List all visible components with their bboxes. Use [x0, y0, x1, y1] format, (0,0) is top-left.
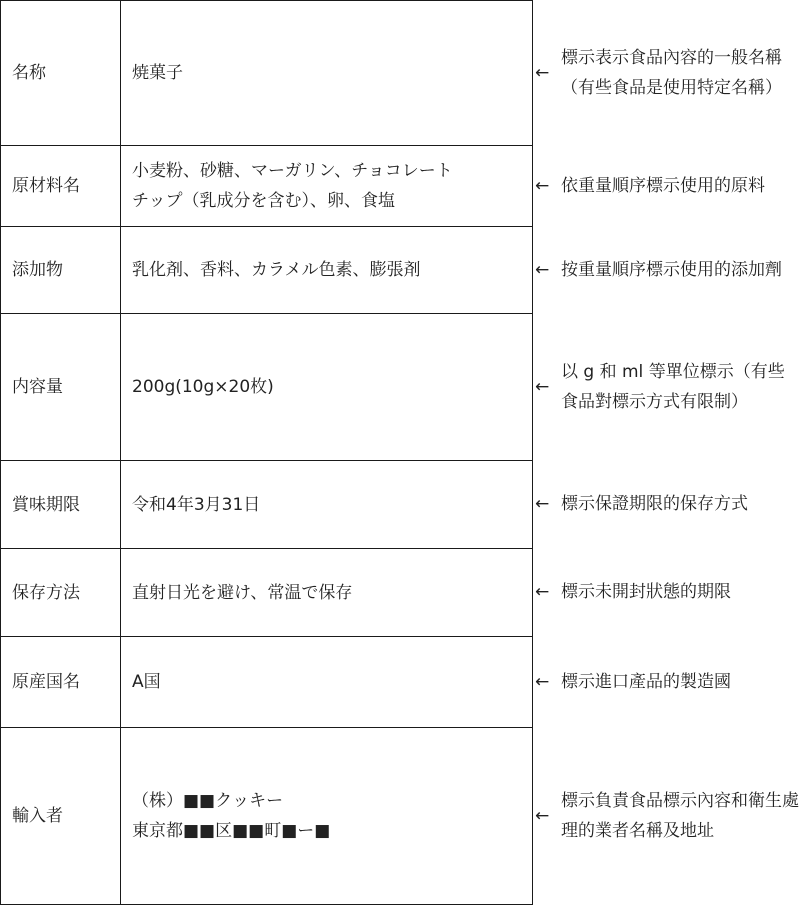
left-arrow-icon: ← — [535, 376, 550, 397]
left-arrow-icon: ← — [535, 671, 550, 692]
left-arrow-icon: ← — [535, 62, 550, 83]
annotation-origin — [534, 636, 803, 727]
left-arrow-icon: ← — [535, 259, 550, 280]
row-importer — [1, 728, 533, 905]
annotation-additives — [534, 226, 803, 313]
left-arrow-icon: ← — [535, 582, 550, 602]
annotation-text: 標示保證期限的保存方式 — [561, 494, 748, 514]
row-label: 輸入者 — [1, 728, 121, 905]
row-value — [121, 1, 533, 146]
annotation-text: 標示未開封狀態的期限 — [561, 582, 731, 602]
annotation-text: 標示表示食品內容的一般名稱（有些食品是使用特定名稱） — [561, 47, 782, 98]
row-label: 内容量 — [1, 314, 121, 461]
row-value — [121, 146, 533, 227]
row-label: 賞味期限 — [1, 461, 121, 549]
left-arrow-icon: ← — [535, 494, 550, 514]
row-value — [121, 314, 533, 461]
annotation-best-before — [534, 460, 803, 548]
row-label: 名称 — [1, 1, 121, 146]
row-storage — [1, 549, 533, 637]
row-value — [121, 227, 533, 314]
row-value — [121, 728, 533, 905]
left-arrow-icon: ← — [535, 805, 550, 826]
annotation-net-content — [534, 313, 803, 460]
row-additives — [1, 227, 533, 314]
left-arrow-icon: ← — [535, 175, 550, 196]
value-line: A国 — [132, 672, 161, 692]
value-line: 令和4年3月31日 — [132, 494, 261, 515]
row-name — [1, 1, 533, 146]
value-line: 乳化剤、香料、カラメル色素、膨張剤 — [132, 260, 421, 280]
annotation-name — [534, 0, 803, 145]
row-value — [121, 637, 533, 728]
row-best-before — [1, 461, 533, 549]
annotation-text: 標示負責食品標示內容和衛生處理的業者名稱及地址 — [561, 790, 799, 841]
annotation-text: 標示進口產品的製造國 — [561, 671, 731, 692]
row-label: 原材料名 — [1, 146, 121, 227]
row-value — [121, 549, 533, 637]
row-ingredients — [1, 146, 533, 227]
value-line: 焼菓子 — [132, 63, 183, 83]
row-origin — [1, 637, 533, 728]
annotation-text: 依重量順序標示使用的原料 — [561, 175, 765, 196]
annotation-text: 以 g 和 ml 等單位標示（有些食品對標示方式有限制） — [561, 361, 785, 412]
annotation-ingredients — [534, 145, 803, 226]
row-value — [121, 461, 533, 549]
value-line: チップ（乳成分を含む）、卵、食塩 — [132, 191, 395, 211]
row-net-content — [1, 314, 533, 461]
value-line: 直射日光を避け、常温で保存 — [132, 582, 353, 603]
row-label: 保存方法 — [1, 549, 121, 637]
annotation-importer — [534, 727, 803, 904]
row-label: 原産国名 — [1, 637, 121, 728]
value-line: （株）■■クッキー — [132, 791, 284, 811]
value-line: 東京都■■区■■町■ー■ — [132, 821, 331, 841]
value-line: 小麦粉、砂糖、マーガリン、チョコレート — [132, 161, 453, 181]
row-label: 添加物 — [1, 227, 121, 314]
annotation-storage — [534, 548, 803, 636]
annotation-text: 按重量順序標示使用的添加劑 — [561, 259, 782, 280]
value-line: 200g(10g×20枚) — [132, 377, 274, 397]
